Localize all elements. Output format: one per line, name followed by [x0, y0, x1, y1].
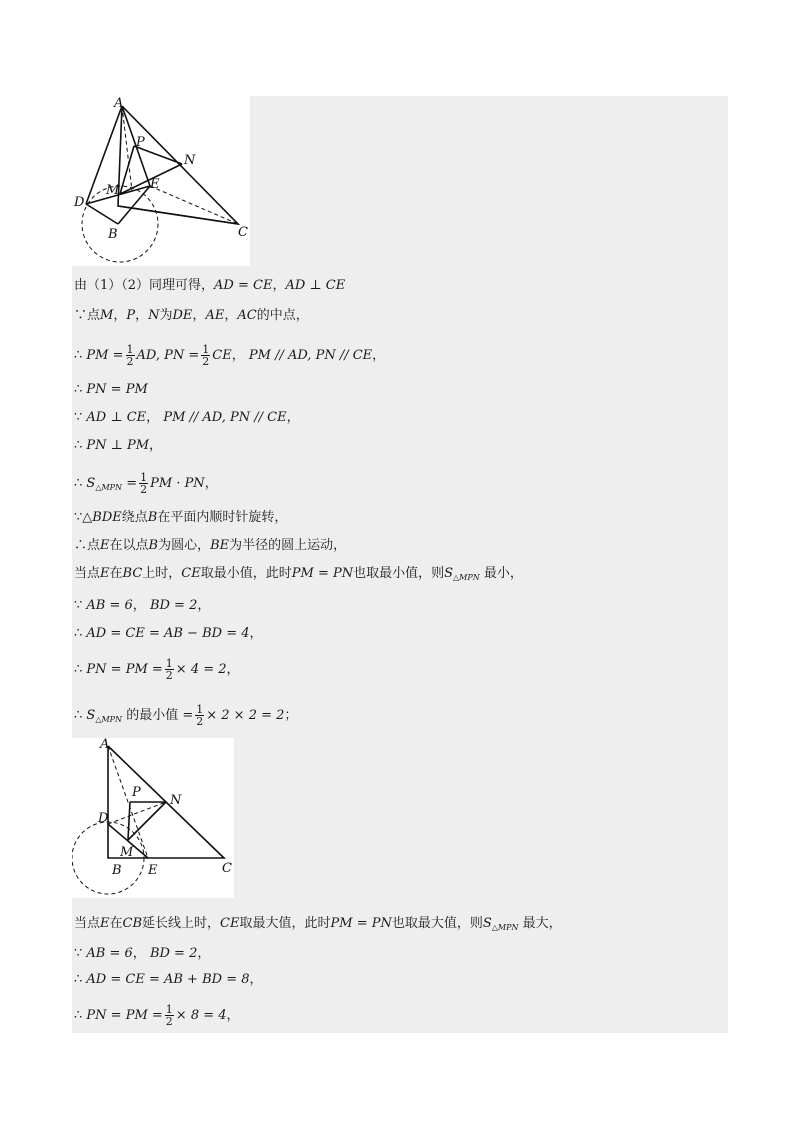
- geometry-figure-1: [72, 96, 250, 266]
- because: ∵: [74, 410, 83, 425]
- subscript: △MPN: [95, 483, 123, 492]
- text: ∵点: [74, 308, 101, 323]
- equation: AD = CE: [214, 278, 273, 293]
- figure-1-drawing: [72, 96, 250, 266]
- text: 最大，: [522, 916, 562, 931]
- solution-line-14: [74, 704, 297, 730]
- solution-line-17: [74, 970, 263, 990]
- label-C: C: [238, 225, 248, 240]
- text: ，: [226, 662, 240, 677]
- fraction: [165, 1004, 174, 1027]
- therefore: ∴: [74, 348, 83, 363]
- text: 为: [159, 308, 173, 323]
- text: ，: [135, 308, 149, 323]
- text: ，: [249, 626, 263, 641]
- area-symbol: S: [86, 476, 96, 491]
- therefore: ∴: [74, 626, 83, 641]
- label-A: A: [100, 738, 110, 752]
- because: ∵: [74, 946, 83, 961]
- text: 在以点: [109, 538, 149, 553]
- therefore: ∴: [74, 382, 83, 397]
- solution-line-4: [74, 380, 148, 400]
- numerator: 1: [165, 657, 173, 670]
- geometry-figure-2: [72, 738, 234, 898]
- equation: AB = 6: [86, 598, 133, 613]
- text: 取最大值，此时: [239, 916, 331, 931]
- text: 由（1）（2）同理可得，: [74, 278, 215, 293]
- therefore: ∴: [74, 438, 83, 453]
- var: P: [126, 308, 136, 323]
- equation: PM =: [86, 348, 124, 363]
- text: 当点: [74, 566, 101, 581]
- solution-line-16: [74, 944, 210, 964]
- fraction: [139, 472, 148, 495]
- label-A: A: [114, 96, 124, 111]
- solution-line-3: [74, 344, 385, 367]
- text: 在: [109, 916, 123, 931]
- figure-2-drawing: [72, 738, 234, 898]
- label-N: N: [184, 153, 196, 168]
- text: ，: [204, 476, 218, 491]
- denominator: 2: [202, 355, 210, 368]
- numerator: 1: [196, 703, 204, 716]
- subscript: △MPN: [491, 923, 519, 932]
- solution-line-18: [74, 1004, 240, 1027]
- therefore: ∴: [74, 1008, 83, 1023]
- text: ，: [197, 598, 211, 613]
- numerator: 1: [202, 343, 210, 356]
- equation: PN = PM =: [86, 1008, 163, 1023]
- text: 最小，: [483, 566, 523, 581]
- label-B: B: [112, 863, 122, 878]
- label-C: C: [222, 861, 232, 876]
- text: ∴点: [74, 538, 101, 553]
- text: ，: [132, 598, 146, 613]
- var: N: [148, 308, 160, 323]
- text: ，: [286, 410, 300, 425]
- because: ∵: [74, 510, 83, 525]
- triangle: △BDE: [82, 510, 122, 525]
- text: ；: [284, 708, 298, 723]
- equation: AD ⊥ CE: [285, 278, 346, 293]
- var: CB: [122, 916, 143, 931]
- text: ，: [113, 308, 127, 323]
- text: ，: [197, 946, 211, 961]
- text: 的最小值 =: [126, 708, 194, 723]
- text: ，: [226, 1008, 240, 1023]
- solution-line-8: [74, 508, 287, 528]
- area-symbol: S: [482, 916, 492, 931]
- equation: PN = PM: [86, 382, 148, 397]
- solution-line-11: [74, 596, 210, 616]
- var: CE: [181, 566, 201, 581]
- label-E: E: [148, 863, 158, 878]
- text: ，: [146, 410, 160, 425]
- text: 在: [109, 566, 123, 581]
- equation: AB = 6: [86, 946, 133, 961]
- area-symbol: S: [86, 708, 96, 723]
- text: 为圆心，: [158, 538, 211, 553]
- label-D: D: [98, 811, 109, 826]
- subscript: △MPN: [95, 715, 123, 724]
- var: B: [148, 538, 159, 553]
- label-M: M: [120, 845, 134, 860]
- therefore: ∴: [74, 708, 83, 723]
- fraction: [195, 704, 204, 727]
- text: ，: [272, 278, 286, 293]
- therefore: ∴: [74, 972, 83, 987]
- numerator: 1: [165, 1003, 173, 1016]
- solution-line-2: [74, 306, 309, 326]
- label-M: M: [106, 183, 120, 198]
- var: BC: [122, 566, 143, 581]
- denominator: 2: [196, 715, 204, 728]
- denominator: 2: [165, 1015, 173, 1028]
- equation: AD, PN =: [136, 348, 200, 363]
- label-D: D: [74, 195, 85, 210]
- label-N: N: [170, 793, 182, 808]
- text: 也取最大值，则: [391, 916, 483, 931]
- var: CE: [220, 916, 240, 931]
- equation: CE: [212, 348, 232, 363]
- text: ，: [249, 972, 263, 987]
- denominator: 2: [165, 669, 173, 682]
- text: 的中点，: [256, 308, 309, 323]
- equation: PM // AD, PN // CE: [248, 348, 373, 363]
- text: ，: [192, 308, 206, 323]
- text: 在平面内顺时针旋转，: [157, 510, 288, 525]
- because: ∵: [74, 598, 83, 613]
- solution-line-10: [74, 564, 523, 588]
- equation: × 8 = 4: [175, 1008, 227, 1023]
- fraction: [165, 658, 174, 681]
- text: 上时，: [142, 566, 182, 581]
- equation: × 2 × 2 = 2: [206, 708, 285, 723]
- equation: × 4 = 2: [175, 662, 227, 677]
- solution-line-6: [74, 436, 162, 456]
- therefore: ∴: [74, 662, 83, 677]
- numerator: 1: [140, 471, 148, 484]
- equation: PM // AD, PN // CE: [163, 410, 287, 425]
- text: 绕点: [121, 510, 148, 525]
- numerator: 1: [126, 343, 134, 356]
- equation: BD = 2: [149, 946, 198, 961]
- denominator: 2: [140, 483, 148, 496]
- solution-line-5: [74, 408, 300, 428]
- var: AC: [237, 308, 257, 323]
- fraction: [126, 344, 135, 367]
- label-E: E: [150, 177, 160, 192]
- label-P: P: [136, 135, 145, 150]
- var: E: [100, 566, 110, 581]
- text: 也取最小值，则: [353, 566, 445, 581]
- subscript: △MPN: [453, 573, 480, 582]
- fraction: [201, 344, 210, 367]
- var: M: [100, 308, 114, 323]
- label-P: P: [132, 785, 141, 800]
- var: E: [100, 538, 110, 553]
- area-symbol: S: [444, 566, 454, 581]
- solution-line-9: [74, 536, 346, 556]
- var: B: [147, 510, 158, 525]
- text: ，: [231, 348, 245, 363]
- label-B: B: [108, 227, 118, 242]
- var: BE: [210, 538, 230, 553]
- denominator: 2: [126, 355, 134, 368]
- equation: AD = CE = AB + BD = 8: [86, 972, 250, 987]
- text: 延长线上时，: [142, 916, 221, 931]
- var: DE: [172, 308, 193, 323]
- solution-line-1: [74, 276, 345, 296]
- equation: PM = PN: [330, 916, 392, 931]
- solution-line-15: [74, 914, 562, 938]
- text: 为半径的圆上运动，: [229, 538, 347, 553]
- equation: PM = PN: [291, 566, 354, 581]
- equation: PM · PN: [150, 476, 205, 491]
- therefore: ∴: [74, 476, 83, 491]
- solution-line-12: [74, 624, 263, 644]
- text: 当点: [74, 916, 101, 931]
- var: AE: [205, 308, 225, 323]
- equation: PN ⊥ PM: [86, 438, 150, 453]
- equals: =: [126, 476, 138, 491]
- solution-line-7: [74, 472, 218, 498]
- solution-line-13: [74, 658, 240, 681]
- equation: BD = 2: [149, 598, 198, 613]
- text: 取最小值，此时: [200, 566, 292, 581]
- text: ，: [372, 348, 386, 363]
- text: ，: [132, 946, 146, 961]
- var: E: [100, 916, 110, 931]
- equation: PN = PM =: [86, 662, 163, 677]
- equation: AD ⊥ CE: [86, 410, 147, 425]
- equation: AD = CE = AB − BD = 4: [86, 626, 250, 641]
- text: ，: [149, 438, 163, 453]
- text: ，: [224, 308, 238, 323]
